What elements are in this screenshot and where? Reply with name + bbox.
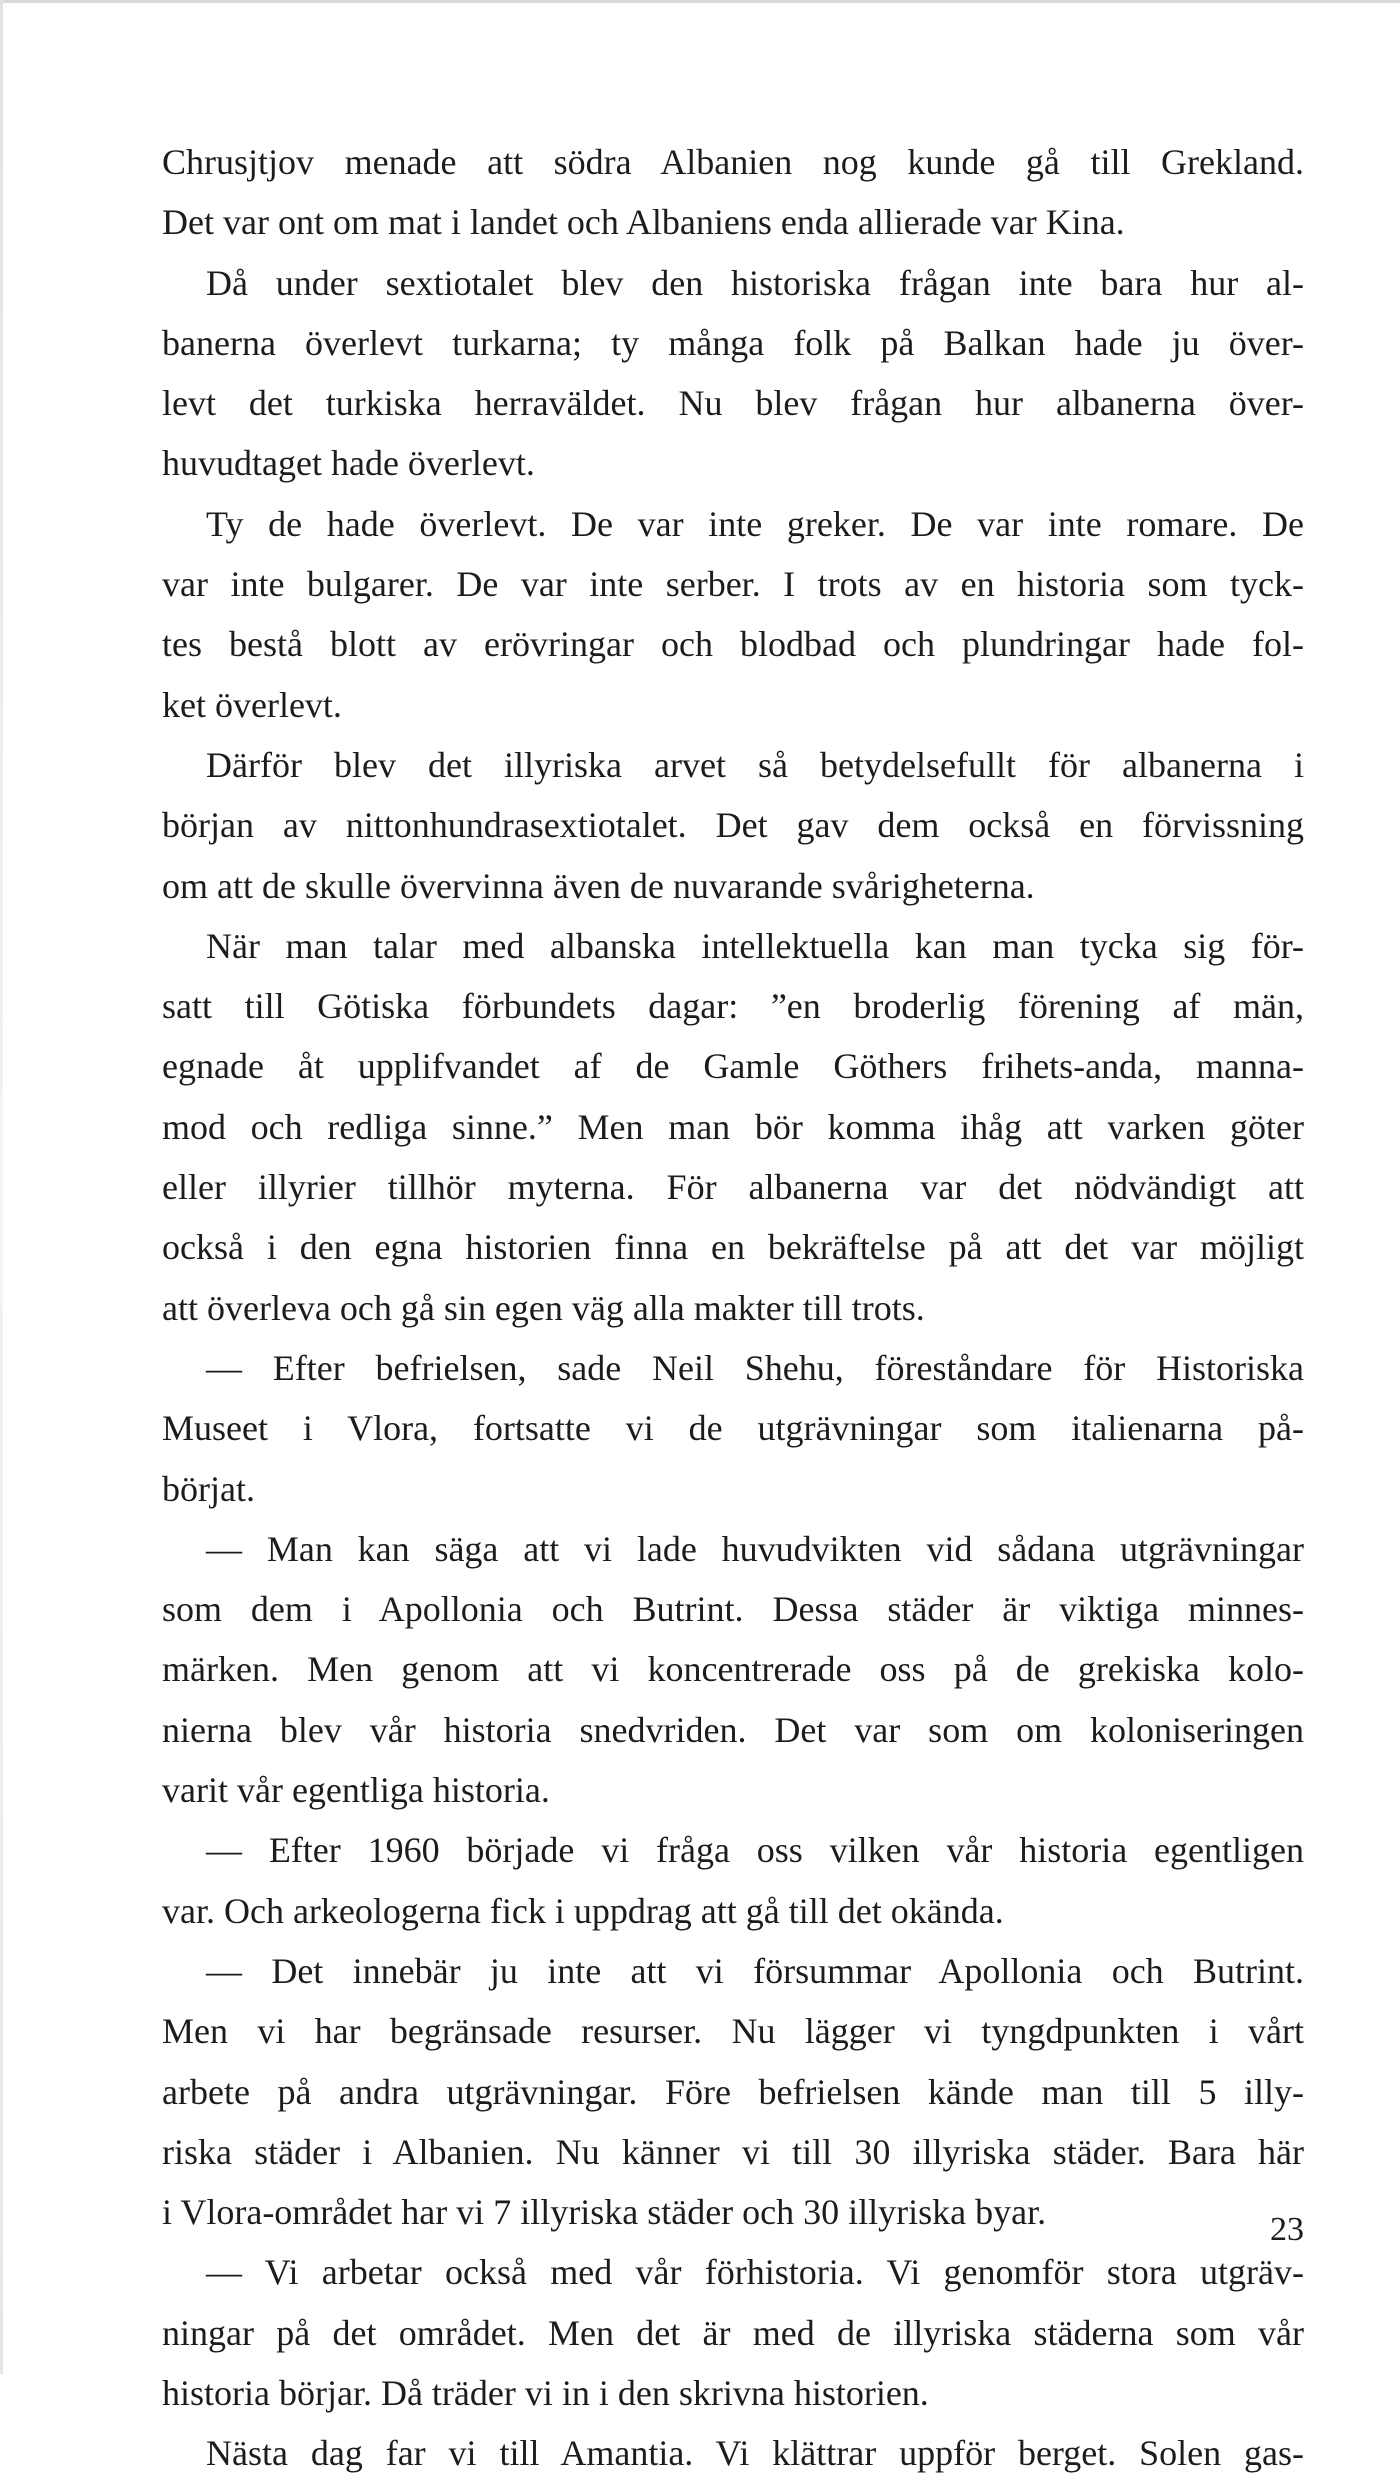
text-line: Chrusjtjov menade att södra Albanien nog kunde gå till Grekland.	[162, 142, 1304, 182]
page-number: 23	[1270, 2211, 1304, 2248]
text-line: Nästa dag far vi till Amantia. Vi klättrar uppför berget. Solen gas-	[206, 2433, 1304, 2474]
text-line: ket överlevt.	[162, 684, 342, 725]
text-line: historia börjar. Då träder vi in i den skrivna historien.	[162, 2372, 929, 2413]
page-top-edge	[0, 0, 1400, 3]
text-line: levt det turkiska herraväldet. Nu blev frågan hur albanerna över-	[162, 383, 1304, 424]
text-line: egnade åt upplifvandet af de Gamle Göthers frihets-anda, manna-	[162, 1046, 1304, 1087]
text-line: Därför blev det illyriska arvet så betydelsefullt för albanerna i	[206, 744, 1304, 785]
text-line: Det var ont om mat i landet och Albaniens enda allierade var Kina.	[162, 202, 1125, 243]
text-line: huvudtaget hade överlevt.	[162, 443, 535, 484]
text-line: riska städer i Albanien. Nu känner vi till 30 illyriska städer. Bara här	[162, 2131, 1304, 2172]
text-line: satt till Götiska förbundets dagar: ”en broderlig förening af män,	[162, 986, 1304, 1027]
text-line: Men vi har begränsade resurser. Nu lägger vi tyngdpunkten i vårt	[162, 2011, 1304, 2052]
text-line: mod och redliga sinne.” Men man bör komma ihåg att varken göter	[162, 1106, 1304, 1147]
text-line: tes bestå blott av erövringar och blodbad och plundringar hade fol-	[162, 624, 1304, 665]
text-line: — Man kan säga att vi lade huvudvikten vid sådana utgrävningar	[206, 1528, 1304, 1569]
body-text	[162, 132, 1304, 2484]
text-line: början av nittonhundrasextiotalet. Det gav dem också en förvissning	[162, 805, 1304, 846]
text-line: — Efter befrielsen, sade Neil Shehu, föreståndare för Historiska	[206, 1347, 1304, 1388]
text-line: Museet i Vlora, fortsatte vi de utgrävningar som italienarna på-	[162, 1408, 1304, 1449]
text-line: eller illyrier tillhör myterna. För albanerna var det nödvändigt att	[162, 1167, 1304, 1208]
text-line: banerna överlevt turkarna; ty många folk på Balkan hade ju över-	[162, 322, 1304, 363]
text-line: Då under sextiotalet blev den historiska frågan inte bara hur al-	[206, 262, 1304, 303]
text-line: börjat.	[162, 1468, 255, 1509]
text-line: att överleva och gå sin egen väg alla makter till trots.	[162, 1287, 925, 1328]
text-line: — Det innebär ju inte att vi försummar Apollonia och Butrint.	[206, 1950, 1304, 1991]
text-line: om att de skulle övervinna även de nuvarande svårigheterna.	[162, 865, 1035, 906]
text-line: i Vlora-området har vi 7 illyriska städer och 30 illyriska byar.	[162, 2192, 1047, 2233]
text-line: ningar på det området. Men det är med de illyriska städerna som vår	[162, 2312, 1304, 2353]
text-line: — Vi arbetar också med vår förhistoria. Vi genomför stora utgräv-	[206, 2252, 1304, 2293]
text-line: arbete på andra utgrävningar. Före befrielsen kände man till 5 illy-	[162, 2071, 1304, 2112]
text-line: Ty de hade överlevt. De var inte greker. De var inte romare. De	[206, 503, 1304, 544]
text-line: också i den egna historien finna en bekräftelse på att det var möjligt	[162, 1227, 1304, 1268]
text-line: var inte bulgarer. De var inte serber. I trots av en historia som tyck-	[162, 564, 1304, 605]
text-line: som dem i Apollonia och Butrint. Dessa städer är viktiga minnes-	[162, 1589, 1304, 1630]
text-line: När man talar med albanska intellektuella kan man tycka sig för-	[206, 925, 1304, 966]
text-line: varit vår egentliga historia.	[162, 1770, 550, 1811]
text-line: nierna blev vår historia snedvriden. Det var som om koloniseringen	[162, 1709, 1304, 1750]
text-line: var. Och arkeologerna fick i uppdrag att gå till det okända.	[162, 1890, 1004, 1931]
text-line: märken. Men genom att vi koncentrerade oss på de grekiska kolo-	[162, 1649, 1304, 1690]
page-left-edge	[0, 0, 3, 2374]
text-line: — Efter 1960 började vi fråga oss vilken vår historia egentligen	[206, 1830, 1304, 1871]
